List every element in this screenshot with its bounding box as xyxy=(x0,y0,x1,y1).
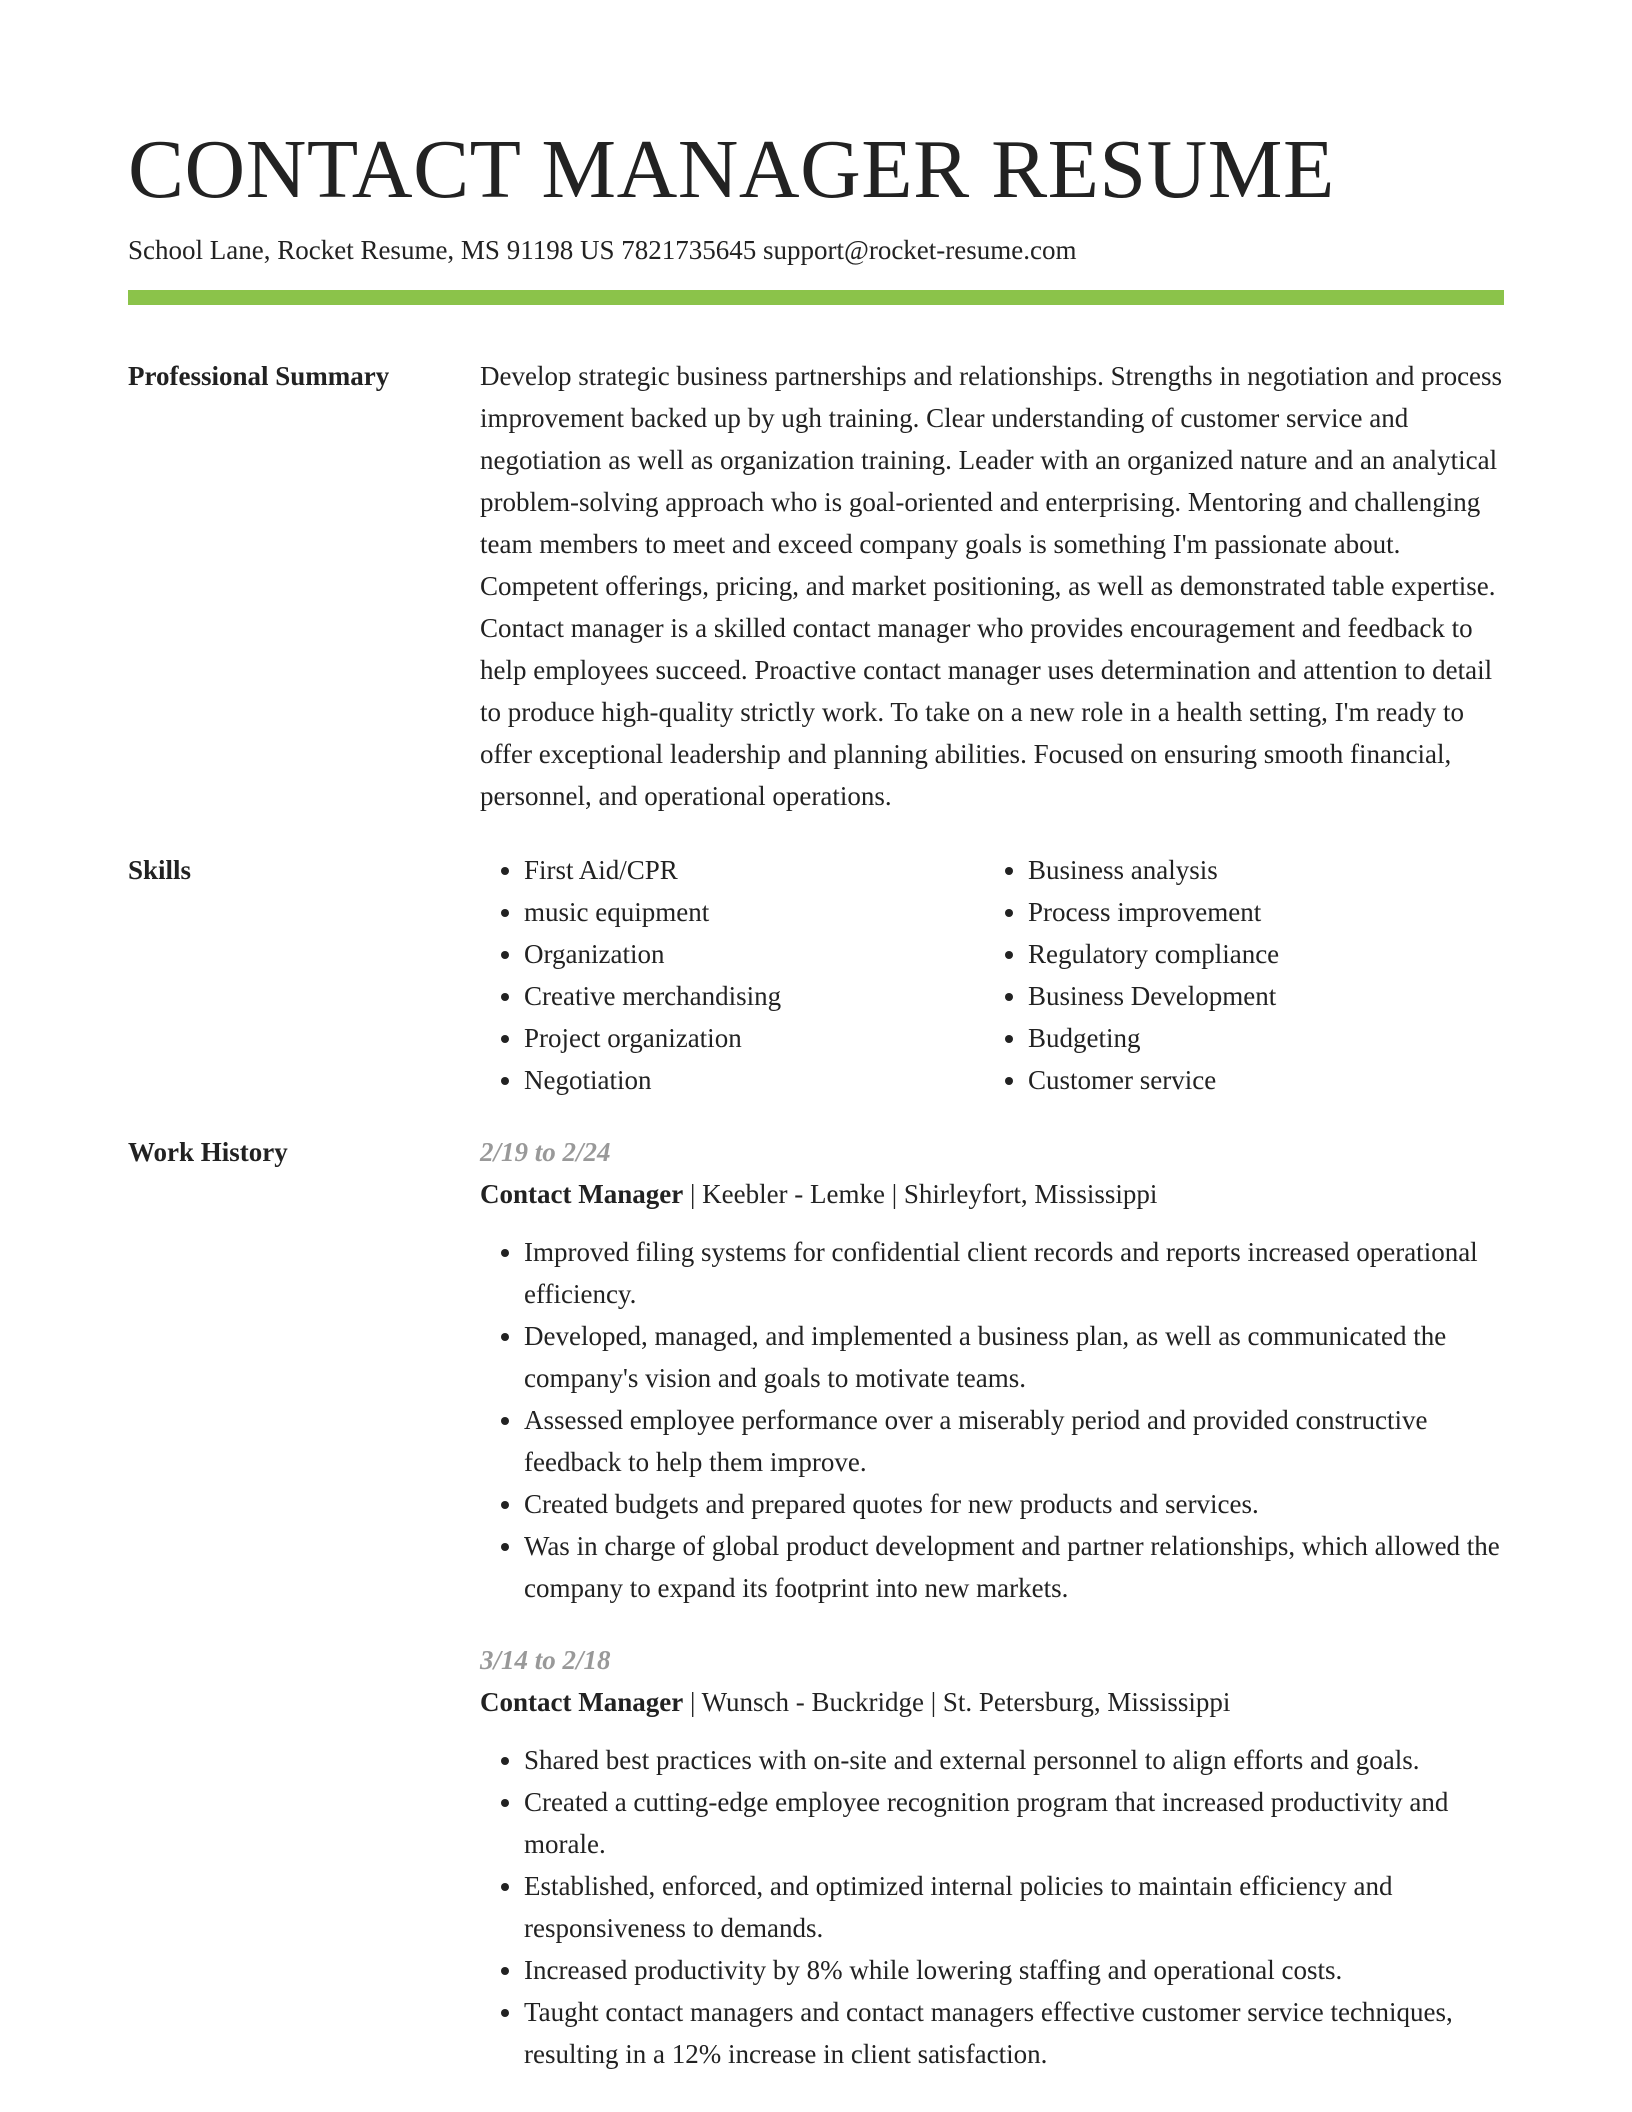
skills-list-left xyxy=(480,849,984,1101)
job-role: Contact Manager xyxy=(480,1179,684,1209)
summary-text: Develop strategic business partnerships and relationships. Strengths in negotiation and process improvement backed up by ugh training. Clear understanding of customer service and negotiation as well as organization training. Leader with an organized nature and an analytical problem-solving approach who is goal-oriented and enterprising. Mentoring and challenging team members to meet and exceed company goals is something I'm passionate about. Competent offerings, pricing, and market positioning, as well as demonstrated table expertise. Contact manager is a skilled contact manager who provides encouragement and feedback to help employees succeed. Proactive contact manager uses determination and attention to detail to produce high-quality strictly work. To take on a new role in a health setting, I'm ready to offer exceptional leadership and planning abilities. Focused on ensuring smooth financial, personnel, and operational operations. xyxy=(480,361,1503,811)
work-history-section xyxy=(128,1131,1504,2075)
section-label-skills: Skills xyxy=(128,855,192,885)
resume-page xyxy=(128,120,1504,2075)
job-entry xyxy=(480,1639,1504,2075)
job-bullet: • Assessed employee performance over a miserably period and provided constructive feedback to help them improve. xyxy=(524,1399,1504,1483)
resume-title: CONTACT MANAGER RESUME xyxy=(128,123,1335,216)
skill-item: • Business Development xyxy=(1028,975,1488,1017)
skills-section xyxy=(128,849,1504,1101)
job-bullet: • Developed, managed, and implemented a business plan, as well as communicated the company's vision and goals to motivate teams. xyxy=(524,1315,1504,1399)
skill-item: • music equipment xyxy=(524,891,984,933)
job-bullet: • Shared best practices with on-site and external personnel to align efforts and goals. xyxy=(524,1739,1504,1781)
work-body xyxy=(480,1131,1504,2075)
header-divider xyxy=(128,290,1504,305)
job-details: | Keebler - Lemke | Shirleyfort, Mississippi xyxy=(683,1179,1158,1209)
job-entry xyxy=(480,1131,1504,1609)
job-bullet: • Created a cutting-edge employee recognition program that increased productivity and morale. xyxy=(524,1781,1504,1865)
skill-item: • Negotiation xyxy=(524,1059,984,1101)
contact-line: School Lane, Rocket Resume, MS 91198 US 7821735645 support@rocket-resume.com xyxy=(128,235,1077,265)
skill-item: • Creative merchandising xyxy=(524,975,984,1017)
skill-item: • Process improvement xyxy=(1028,891,1488,933)
job-bullet: • Created budgets and prepared quotes for new products and services. xyxy=(524,1483,1504,1525)
job-heading xyxy=(480,1681,1504,1723)
professional-summary-section xyxy=(128,355,1504,817)
section-label-work: Work History xyxy=(128,1137,288,1167)
section-label-summary: Professional Summary xyxy=(128,361,390,391)
job-bullets xyxy=(480,1739,1504,2075)
summary-body xyxy=(480,355,1504,817)
job-bullet: • Improved filing systems for confidential client records and reports increased operational efficiency. xyxy=(524,1231,1504,1315)
skill-item: • Regulatory compliance xyxy=(1028,933,1488,975)
skill-item: • Budgeting xyxy=(1028,1017,1488,1059)
job-bullet: • Was in charge of global product development and partner relationships, which allowed the company to expand its footprint into new markets. xyxy=(524,1525,1504,1609)
skill-item: • First Aid/CPR xyxy=(524,849,984,891)
job-role: Contact Manager xyxy=(480,1687,684,1717)
job-dates: 2/19 to 2/24 xyxy=(480,1137,611,1167)
job-heading xyxy=(480,1173,1504,1215)
job-dates: 3/14 to 2/18 xyxy=(480,1645,611,1675)
skills-body xyxy=(480,849,1504,1101)
job-bullet: • Taught contact managers and contact managers effective customer service techniques, resulting in a 12% increase in client satisfaction. xyxy=(524,1991,1504,2075)
skill-item: • Organization xyxy=(524,933,984,975)
skill-item: • Customer service xyxy=(1028,1059,1488,1101)
job-bullets xyxy=(480,1231,1504,1609)
job-details: | Wunsch - Buckridge | St. Petersburg, Mississippi xyxy=(683,1687,1231,1717)
job-bullet: • Increased productivity by 8% while lowering staffing and operational costs. xyxy=(524,1949,1504,1991)
job-bullet: • Established, enforced, and optimized internal policies to maintain efficiency and responsiveness to demands. xyxy=(524,1865,1504,1949)
skill-item: • Business analysis xyxy=(1028,849,1488,891)
skills-list-right xyxy=(984,849,1488,1101)
skill-item: • Project organization xyxy=(524,1017,984,1059)
